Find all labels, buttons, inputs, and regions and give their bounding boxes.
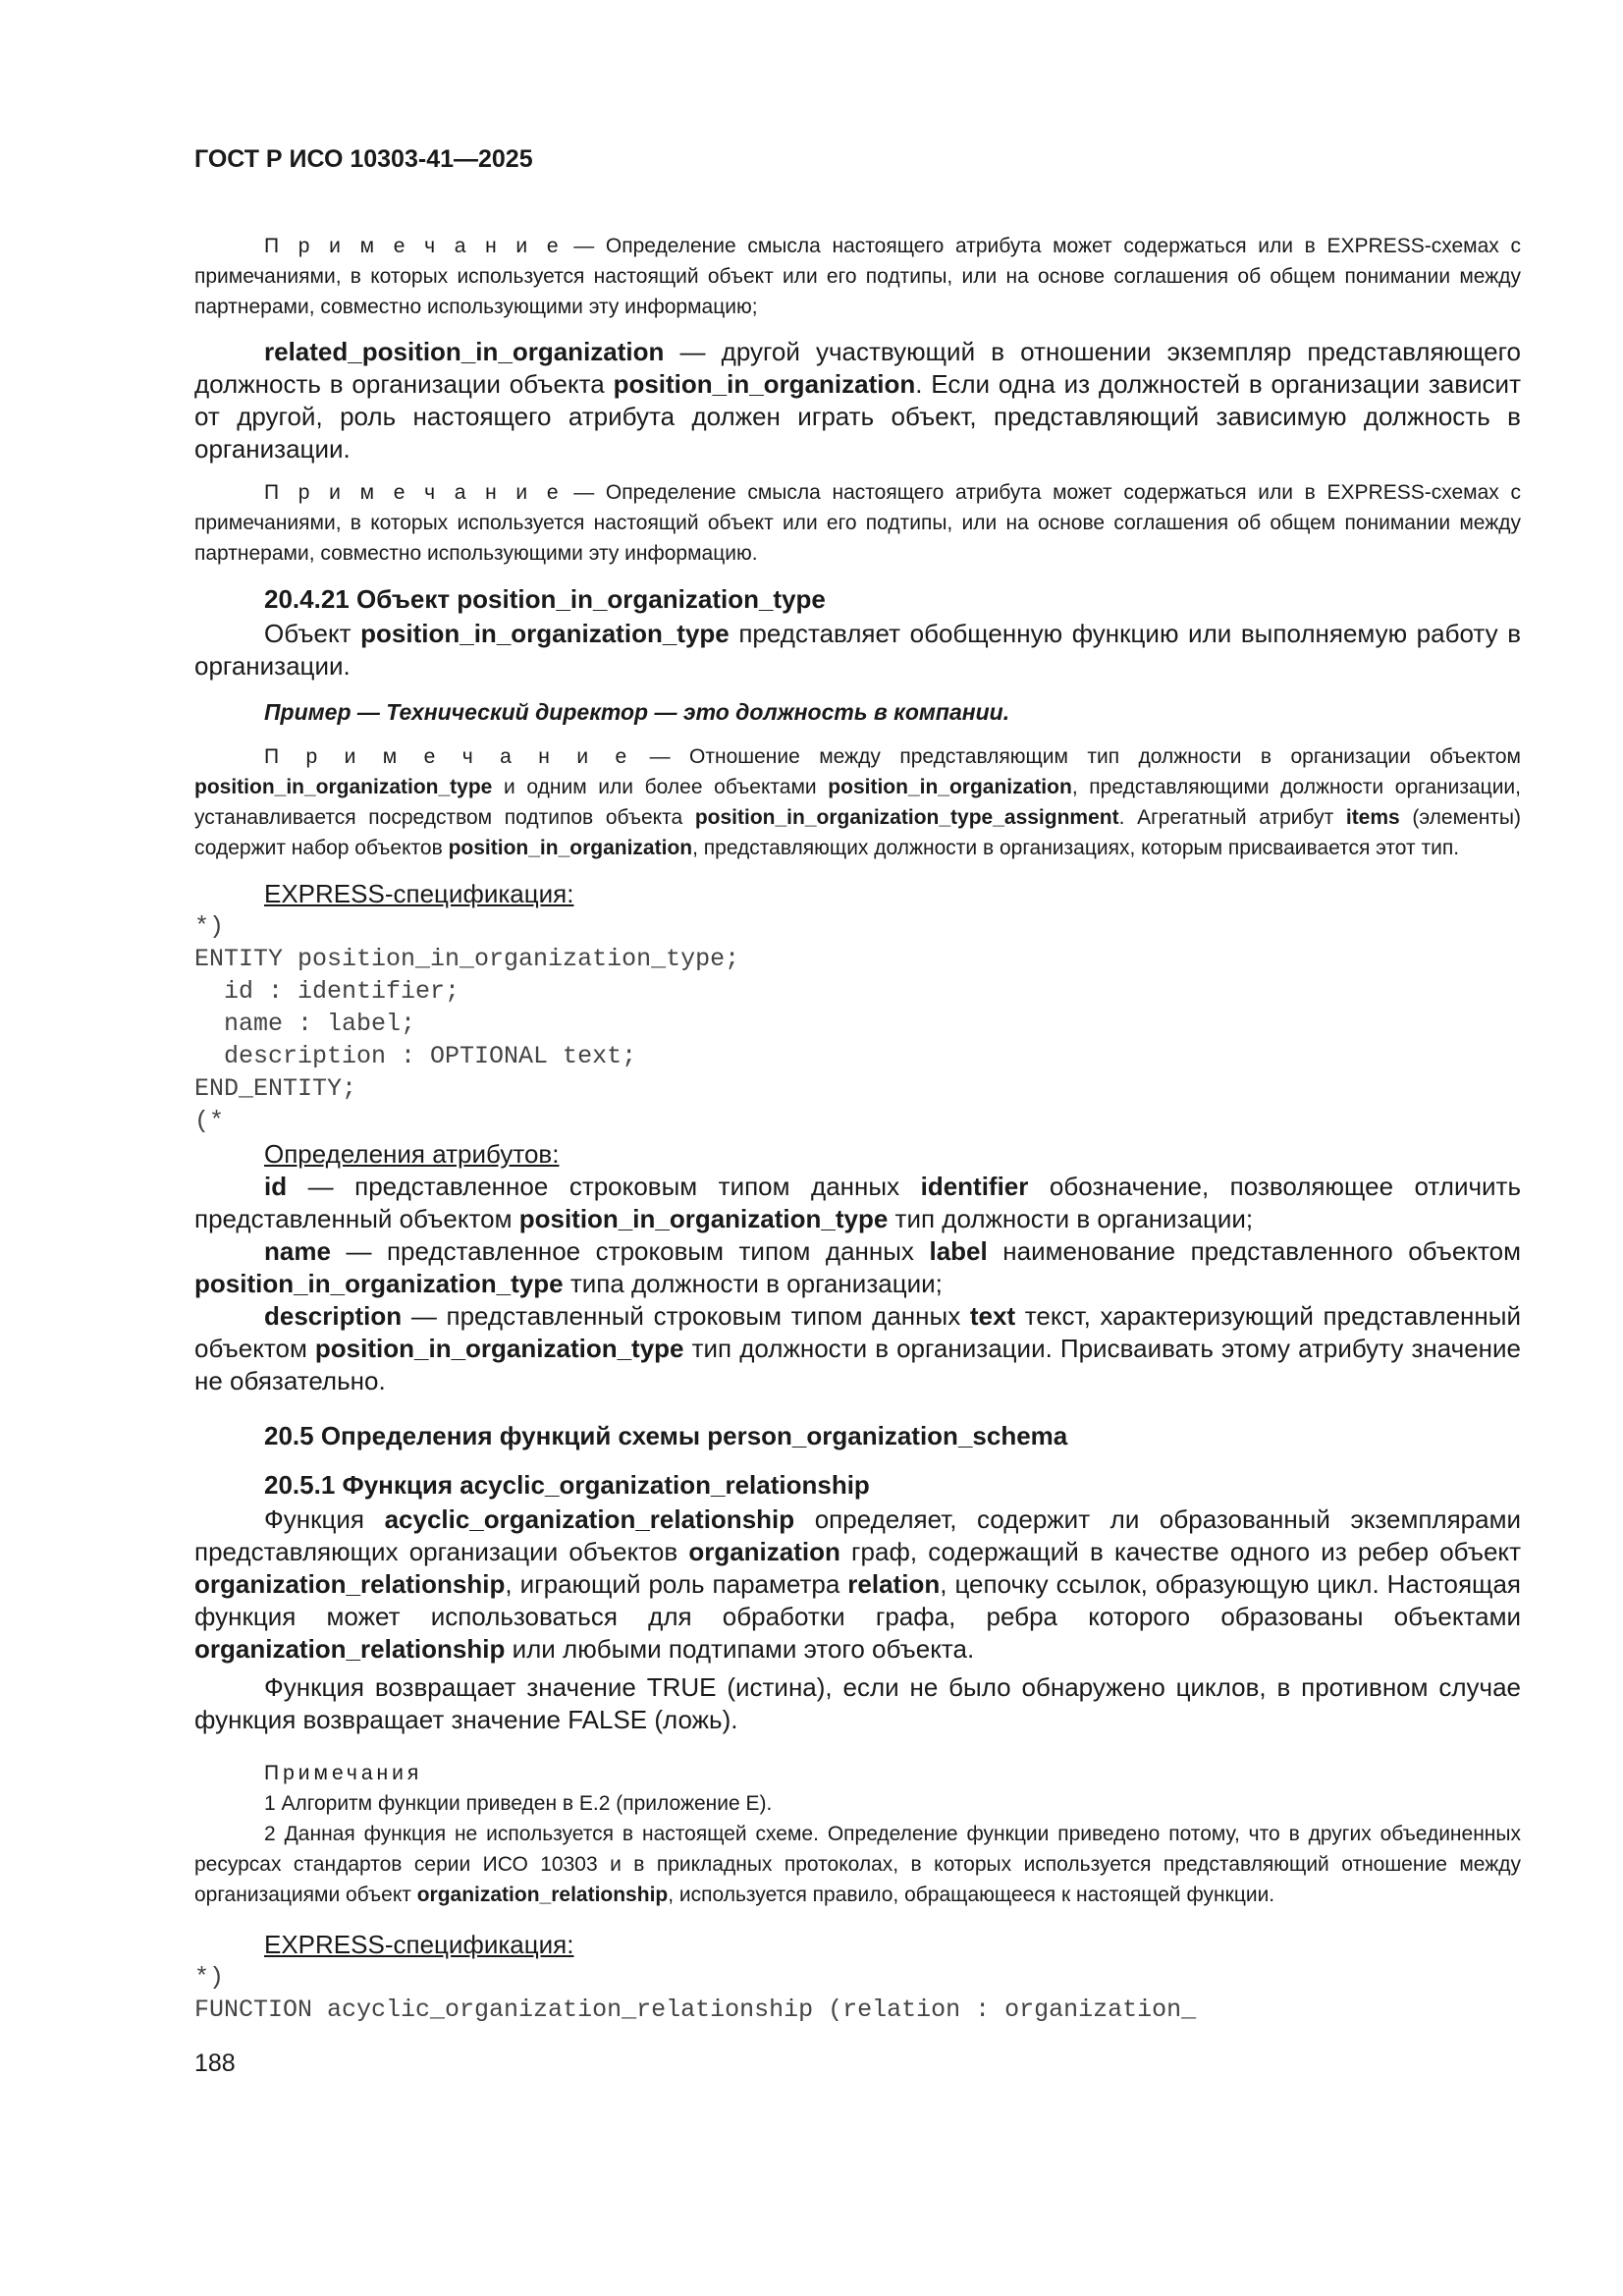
text-run: , представляющими должности организации, устанавливается посредством подтипов объекта — [194, 776, 1521, 829]
text-run: обозначение, позволяющее отличить представленный объектом — [194, 1172, 1521, 1233]
example-paragraph: Пример — Технический директор — это должность в компании. — [264, 699, 1010, 725]
code-block-function — [194, 1961, 1521, 2026]
entity-ref: position_in_organization — [448, 837, 693, 859]
note-text: — Определение смысла настоящего атрибута может содержаться или в EXPRESS-схемах с примечаниями, в которых используется настоящий объект или его подтипы, или на основе соглашения об общем понимании между партнерами, совместно использующими эту информацию; — [194, 235, 1521, 318]
entity-ref: position_in_organization_type — [194, 776, 493, 798]
text-run: (элементы) содержит набор объектов — [194, 806, 1521, 859]
entity-ref: organization_relationship — [194, 1569, 506, 1599]
text-run: граф, содержащий в качестве одного из ребер объект — [839, 1537, 1521, 1566]
text-run: . Агрегатный атрибут — [1118, 806, 1346, 829]
note-text: — Определение смысла настоящего атрибута может содержаться или в EXPRESS-схемах с примечаниями, в которых используется настоящий объект или его подтипы, или на основе соглашения об общем понимании между партнерами, совместно использующими эту информацию. — [194, 481, 1521, 565]
text-run: , играющий роль параметра — [505, 1569, 848, 1599]
entity-ref: position_in_organization_type — [518, 1204, 889, 1233]
text-run: . Если одна из должностей в организации зависит от другой, роль настоящего атрибута должен играть объект, представляющий зависимую должность в организации. — [194, 369, 1521, 464]
document-page — [194, 145, 1521, 2078]
entity-ref: position_in_organization — [828, 776, 1072, 798]
entity-ref: position_in_organization_type_assignment — [694, 806, 1119, 829]
note-paragraph — [194, 741, 1521, 863]
code-line: *) — [194, 1963, 225, 1992]
text-run: 2 Данная функция не используется в настоящей схеме. Определение функции приведено потому, что в других объединенных ресурсах стандартов серии ИСО 10303 и в прикладных протоколах, в которых используется представляющий отношение между организациями объект — [194, 1823, 1521, 1906]
code-line: name : label; — [194, 1010, 416, 1038]
text-run: Функция — [264, 1504, 385, 1534]
entity-ref: organization_relationship — [194, 1634, 506, 1664]
text-run: определяет, содержит ли образованный экземплярами представляющих организации объектов — [194, 1504, 1522, 1566]
function-return-paragraph: Функция возвращает значение TRUE (истина), если не было обнаружено циклов, в противном случае функция возвращает значение FALSE (ложь). — [194, 1672, 1521, 1734]
text-run: , представляющих должности в организациях, которым присваивается этот тип. — [692, 837, 1460, 859]
attribute-definition-name — [194, 1235, 1521, 1300]
code-line: id : identifier; — [194, 977, 460, 1006]
code-line: FUNCTION acyclic_organization_relationship (relation : organization_ — [194, 1995, 1197, 2024]
text-run: , используется правило, обращающееся к настоящей функции. — [668, 1884, 1275, 1906]
notes-label: Примечания — [264, 1762, 423, 1784]
code-block-entity — [194, 910, 1521, 1137]
entity-ref: items — [1345, 806, 1400, 829]
code-line: *) — [194, 912, 225, 941]
type-ref: text — [969, 1301, 1016, 1331]
text-run: типа должности в организации; — [563, 1269, 943, 1298]
text-run: или любыми подтипами этого объекта. — [505, 1634, 975, 1664]
code-line: END_ENTITY; — [194, 1074, 357, 1103]
page-number: 188 — [194, 2050, 236, 2077]
text-run: текст, характеризующий представленный объектом — [194, 1301, 1521, 1363]
express-spec-label: EXPRESS-спецификация: — [264, 879, 574, 908]
express-spec-label: EXPRESS-спецификация: — [264, 1930, 574, 1959]
function-ref: acyclic_organization_relationship — [384, 1504, 795, 1534]
entity-ref: position_in_organization_type — [194, 1269, 564, 1298]
parameter-ref: relation — [847, 1569, 941, 1599]
note-paragraph — [194, 477, 1521, 569]
attribute-definition-description — [194, 1300, 1521, 1397]
entity-ref: position_in_organization — [613, 369, 916, 399]
entity-ref: position_in_organization_type — [314, 1334, 684, 1363]
text-run: — представленное строковым типом данных — [330, 1236, 930, 1266]
text-run: — представленное строковым типом данных — [287, 1172, 921, 1201]
code-line: (* — [194, 1107, 225, 1135]
function-description-paragraph — [194, 1503, 1521, 1666]
text-run: наименование представленного объектом — [987, 1236, 1522, 1266]
code-line: description : OPTIONAL text; — [194, 1042, 637, 1070]
type-ref: label — [929, 1236, 988, 1266]
entity-ref: position_in_organization_type — [360, 619, 730, 648]
attribute-name: related_position_in_organization — [264, 337, 665, 366]
notes-item-2 — [194, 1819, 1521, 1910]
text-run: Объект — [264, 619, 361, 648]
note-label: П р и м е ч а н и е — [264, 235, 563, 257]
text-run: тип должности в организации; — [888, 1204, 1254, 1233]
note-paragraph — [194, 231, 1521, 322]
attribute-name: id — [264, 1172, 288, 1201]
text-run: тип должности в организации. Присваивать этому атрибуту значение не обязательно. — [194, 1334, 1521, 1395]
entity-ref: organization — [688, 1537, 840, 1566]
attribute-name: name — [264, 1236, 331, 1266]
entity-ref: organization_relationship — [416, 1884, 669, 1906]
code-line: ENTITY position_in_organization_type; — [194, 945, 740, 973]
attribute-definition-id — [194, 1171, 1521, 1235]
text-run: представляет обобщенную функцию или выполняемую работу в организации. — [194, 619, 1522, 681]
text-run: — Отношение между представляющим тип должности в организации объектом — [630, 745, 1521, 768]
note-label: П р и м е ч а н и е — [264, 481, 563, 504]
text-run: — другой участвующий в отношении экземпляр представляющего должность в организации объекта — [194, 337, 1521, 399]
section-paragraph — [194, 618, 1521, 683]
attribute-definitions-label: Определения атрибутов: — [264, 1139, 560, 1169]
text-run: , цепочку ссылок, образующую цикл. Настоящая функция может использоваться для обработки графа, ребра которого образованы объектами — [194, 1569, 1521, 1631]
section-heading-20-5-1: 20.5.1 Функция acyclic_organization_relationship — [264, 1470, 870, 1500]
note-label: П р и м е ч а н и е — [264, 745, 631, 768]
text-run: — представленный строковым типом данных — [402, 1301, 970, 1331]
attribute-name: description — [264, 1301, 403, 1331]
section-heading-20-5: 20.5 Определения функций схемы person_organization_schema — [264, 1421, 1068, 1450]
text-run: и одним или более объектами — [492, 776, 829, 798]
attribute-definition-related-position — [194, 336, 1521, 465]
notes-item-1: 1 Алгоритм функции приведен в Е.2 (приложение Е). — [264, 1792, 773, 1815]
document-header: ГОСТ Р ИСО 10303-41—2025 — [194, 145, 533, 173]
section-heading-20-4-21: 20.4.21 Объект position_in_organization_type — [264, 584, 826, 614]
type-ref: identifier — [920, 1172, 1029, 1201]
